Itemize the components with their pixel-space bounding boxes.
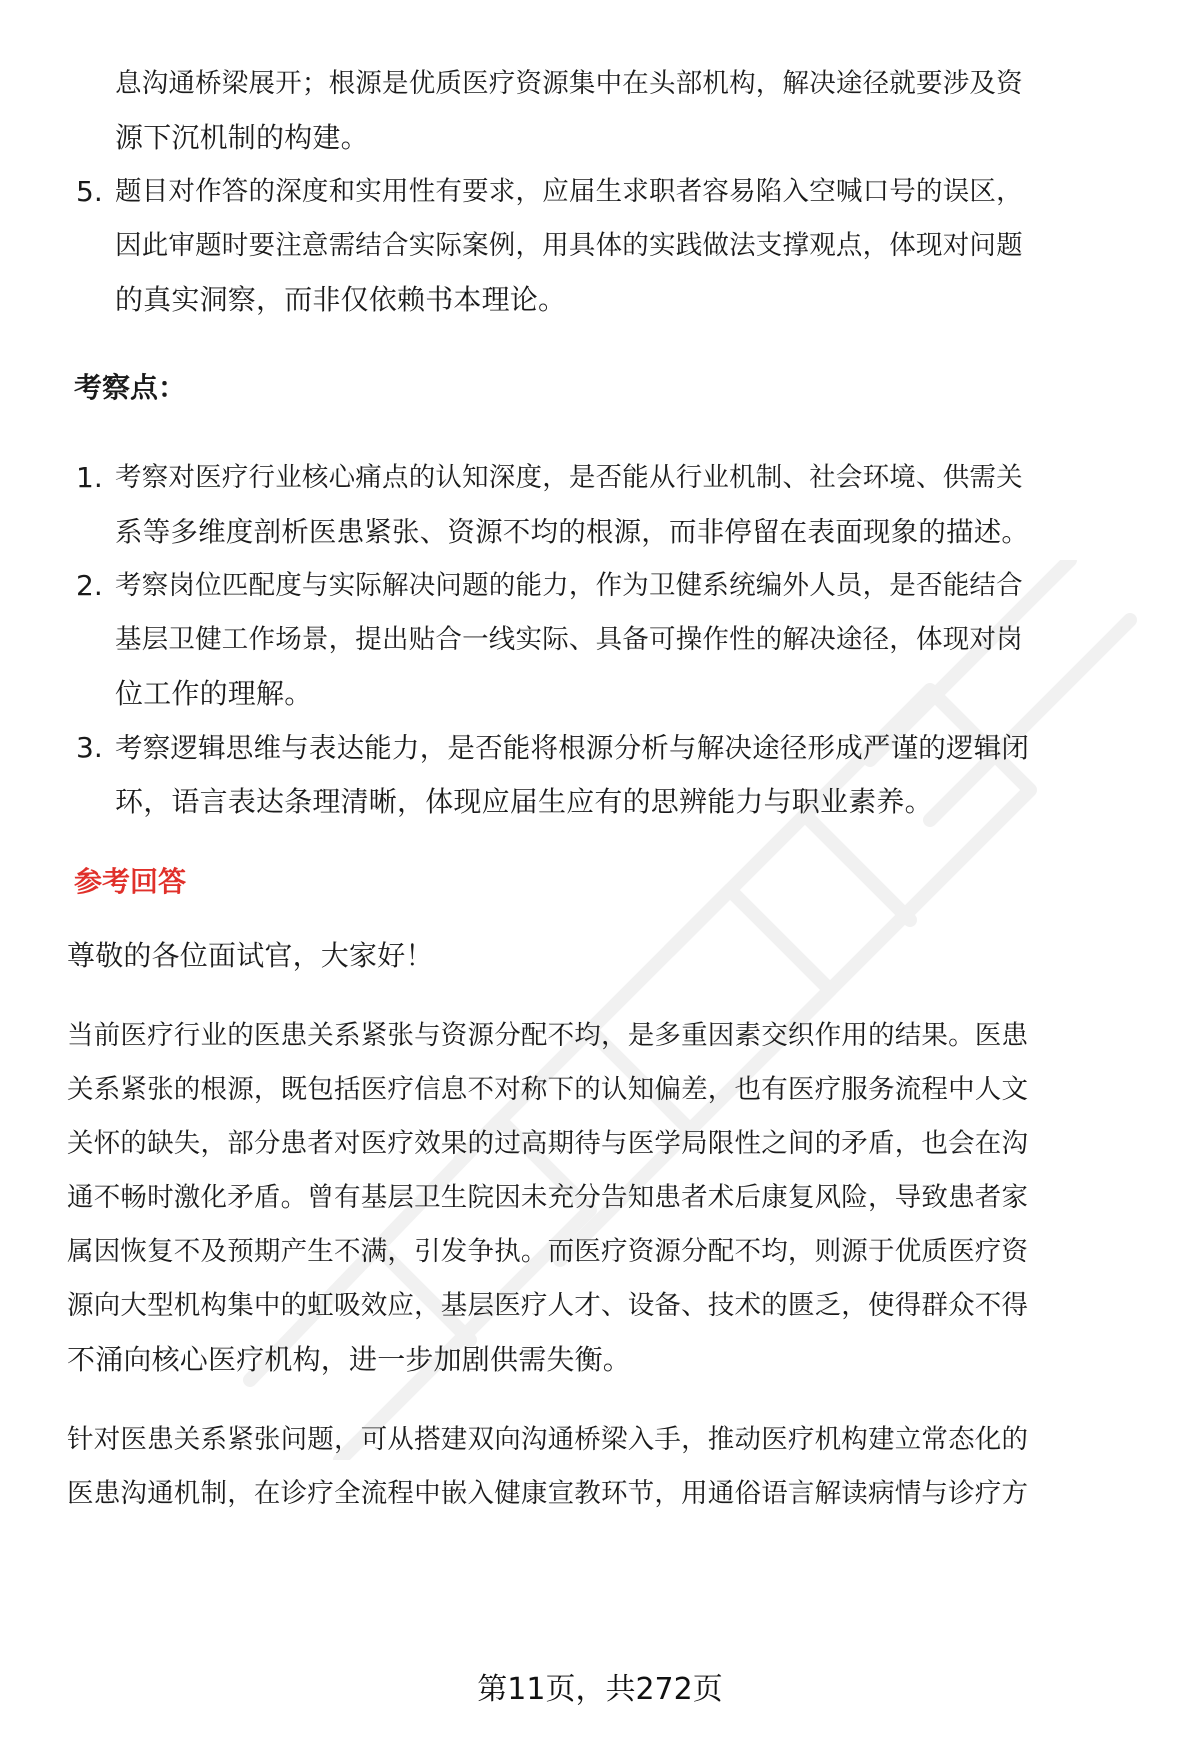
answer-p1-line-2: 关系紧张的根源，既包括医疗信息不对称下的认知偏差，也有医疗服务流程中人文	[67, 1074, 1029, 1105]
point3-line-1: 考察逻辑思维与表达能力，是否能将根源分析与解决途径形成严谨的逻辑闭	[115, 732, 1030, 764]
answer-p1-line-5: 属因恢复不及预期产生不满，引发争执。而医疗资源分配不均，则源于优质医疗资	[67, 1236, 1029, 1267]
answer-greeting: 尊敬的各位面试官，大家好！	[67, 939, 434, 972]
answer-p1-line-7: 不涌向核心医疗机构，进一步加剧供需失衡。	[67, 1343, 632, 1376]
answer-p2-line-1: 针对医患关系紧张问题，可从搭建双向沟通桥梁入手，推动医疗机构建立常态化的	[67, 1424, 1029, 1455]
point1-line-2: 系等多维度剖析医患紧张、资源不均的根源，而非停留在表面现象的描述。	[115, 516, 1030, 548]
item5-line-3: 的真实洞察，而非仅依赖书本理论。	[115, 283, 567, 316]
answer-p2-line-2: 医患沟通机制，在诊疗全流程中嵌入健康宣教环节，用通俗语言解读病情与诊疗方	[67, 1478, 1029, 1509]
item5-line-2: 因此审题时要注意需结合实际案例，用具体的实践做法支撑观点，体现对问题	[115, 230, 1023, 261]
list-number-5: 5.	[76, 175, 103, 208]
point3-line-2: 环，语言表达条理清晰，体现应届生应有的思辨能力与职业素养。	[115, 785, 933, 818]
section-heading-kaochadian: 考察点：	[74, 371, 187, 404]
answer-p1-line-6: 源向大型机构集中的虹吸效应，基层医疗人才、设备、技术的匮乏，使得群众不得	[67, 1290, 1029, 1321]
answer-p1-line-3: 关怀的缺失，部分患者对医疗效果的过高期待与医学局限性之间的矛盾，也会在沟	[67, 1128, 1029, 1159]
section-heading-answer: 参考回答	[74, 865, 187, 898]
continuation-line-1: 息沟通桥梁展开；根源是优质医疗资源集中在头部机构，解决途径就要涉及资	[115, 68, 1023, 99]
answer-p1-line-4: 通不畅时激化矛盾。曾有基层卫生院因未充分告知患者术后康复风险，导致患者家	[67, 1182, 1029, 1213]
point2-line-3: 位工作的理解。	[115, 677, 313, 710]
list-number-2: 2.	[76, 569, 103, 602]
point2-line-1: 考察岗位匹配度与实际解决问题的能力，作为卫健系统编外人员，是否能结合	[115, 570, 1023, 601]
page-number-footer: 第11页，共272页	[477, 1672, 723, 1707]
continuation-line-2: 源下沉机制的构建。	[115, 121, 369, 154]
list-number-3: 3.	[76, 731, 103, 764]
point1-line-1: 考察对医疗行业核心痛点的认知深度，是否能从行业机制、社会环境、供需关	[115, 462, 1023, 493]
list-number-1: 1.	[76, 461, 103, 494]
point2-line-2: 基层卫健工作场景，提出贴合一线实际、具备可操作性的解决途径，体现对岗	[115, 624, 1023, 655]
item5-line-1: 题目对作答的深度和实用性有要求，应届生求职者容易陷入空喊口号的误区，	[115, 176, 1023, 207]
answer-p1-line-1: 当前医疗行业的医患关系紧张与资源分配不均，是多重因素交织作用的结果。医患	[67, 1020, 1029, 1051]
